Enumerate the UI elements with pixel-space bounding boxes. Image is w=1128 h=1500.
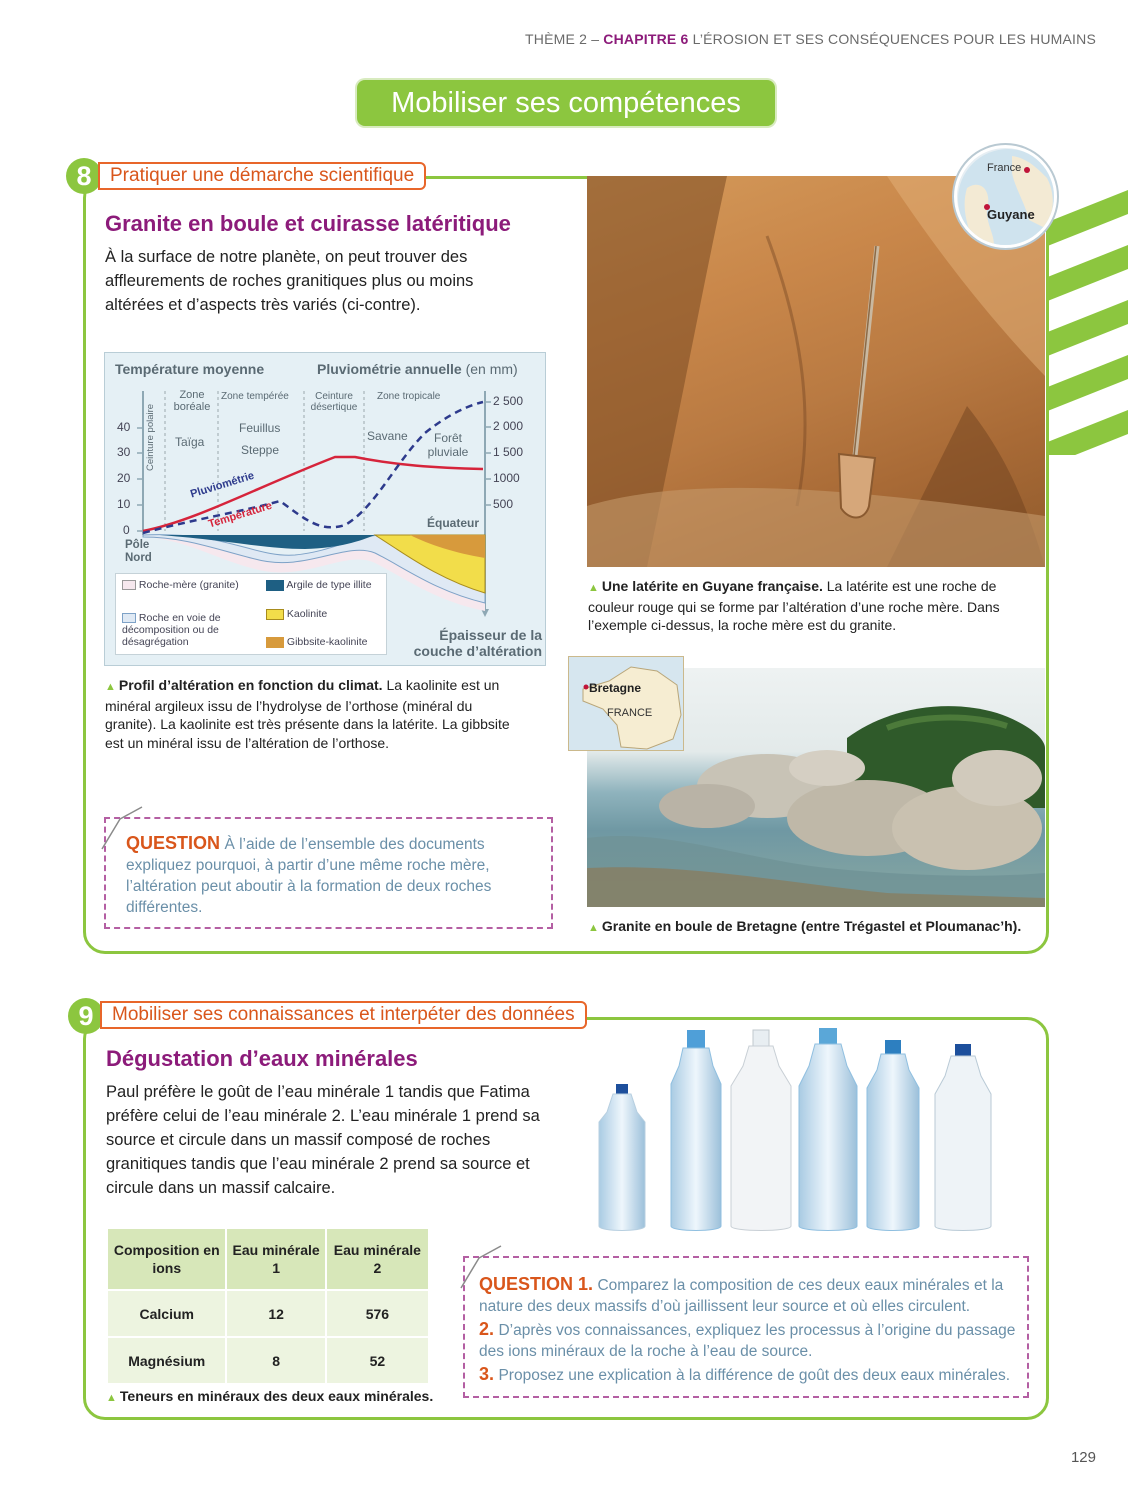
table-cell: 8 <box>226 1337 325 1384</box>
question-9-text-2: D’après vos connaissances, expliquez les processus à l’origine du passage des ions minéraux de la roche à l’eau de source. <box>479 1322 1016 1360</box>
equateur-label: Équateur <box>427 516 480 530</box>
curve-pluvio-label: Pluviométrie <box>189 469 256 501</box>
exercise-8-intro: À la surface de notre planète, on peut trouver des affleurements de roches granitiques plus ou moins altérées et d’aspects très variés (ci-contre). <box>105 248 474 314</box>
table-header: Composition en ions <box>107 1228 226 1290</box>
question-9-label-1: QUESTION 1. <box>479 1274 594 1294</box>
table-cell: Magnésium <box>107 1337 226 1384</box>
laterite-caption <box>588 577 1028 635</box>
diagram-right-axis-title <box>317 361 518 377</box>
diagram-caption-bold: Profil d’altération en fonction du climat. <box>118 677 383 693</box>
caption-triangle-icon: ▲ <box>588 582 599 594</box>
laterite-caption-bold: Une latérite en Guyane française. <box>601 578 823 594</box>
question-9-content <box>479 1274 1024 1386</box>
zone-desert-label: Ceinture désertique <box>310 391 358 413</box>
left-tick-40: 40 <box>117 420 131 434</box>
table-header: Eau minérale 2 <box>326 1228 429 1290</box>
globe-label-france: France <box>987 162 1022 174</box>
laterite-caption-text: La latérite est une roche de couleur rouge qui se forme par l’altération d’une roche mère. Dans l’exemple ci-dessus, la roche mère est du granite. <box>588 578 1000 633</box>
bretagne-map-inset <box>568 656 684 751</box>
globe-inset <box>954 145 1057 248</box>
diagram-caption <box>105 676 523 752</box>
exercise-9-title: Dégustation d’eaux minérales <box>106 1046 418 1071</box>
globe-label-guyane: Guyane <box>987 207 1035 222</box>
table-row <box>107 1290 429 1337</box>
pole-label: Pôle Nord <box>125 539 152 564</box>
question-9-label-3: 3. <box>479 1364 495 1384</box>
exercise-9-question-box <box>463 1256 1029 1398</box>
diagram-right-axis-name: Pluviométrie annuelle <box>317 361 462 377</box>
veg-foret-label: Forêt pluviale <box>427 431 469 459</box>
zone-boreal-label: Zone boréale <box>173 389 211 413</box>
exercise-9-skill: Mobiliser ses connaissances et interpéter des données <box>100 1001 587 1029</box>
legend-gibbsite <box>266 636 367 648</box>
legend-roche-mere <box>122 579 252 591</box>
decorative-stripes <box>1040 180 1128 455</box>
veg-steppe-label: Steppe <box>241 443 280 457</box>
legend-argile <box>266 579 372 591</box>
question-8-text: À l’aide de l’ensemble des documents expliquez pourquoi, à partir d’une même roche mère, l’altération peut aboutir à la formation de deux roches différentes. <box>126 836 492 916</box>
legend-argile-text: Argile de type illite <box>286 579 372 591</box>
table-cell: 52 <box>326 1337 429 1384</box>
table-cell: 576 <box>326 1290 429 1337</box>
question-9-text-3: Proposez une explication à la différence de goût des deux eaux minérales. <box>498 1367 1011 1384</box>
mineral-water-table <box>106 1227 430 1385</box>
stripes-graphic <box>1040 180 1128 455</box>
diagram-caption-text: La kaolinite est un minéral argileux issu de l’hydrolyse de l’orthose (minéral du granite). La kaolinite est très présente dans la latérite. La gibbsite est un minéral issu de l’altération de l’orthose. <box>105 677 510 751</box>
exercise-8-question-box <box>104 817 553 929</box>
legend-roche-mere-text: Roche-mère (granite) <box>138 579 239 591</box>
caption-triangle-icon: ▲ <box>105 681 116 693</box>
legend-roche-voie <box>122 612 252 648</box>
right-tick-1500: 1 500 <box>493 445 524 459</box>
exercise-8-number: 8 <box>66 158 102 194</box>
question-9-item-1 <box>479 1274 1024 1317</box>
table-cell: 12 <box>226 1290 325 1337</box>
header-chapter: CHAPITRE 6 <box>603 31 689 47</box>
table-caption-text: Teneurs en minéraux des deux eaux minérales. <box>119 1388 434 1404</box>
header-chapter-title: L’ÉROSION ET SES CONSÉQUENCES POUR LES HUMAINS <box>692 31 1096 47</box>
caption-triangle-icon: ▲ <box>106 1392 117 1404</box>
exercise-9-intro: Paul préfère le goût de l’eau minérale 1 tandis que Fatima préfère celui de l’eau minérale 2. L’eau minérale 1 prend sa source et circule dans un massif composé de roches granitiques tandis que l’eau minérale 2 prend sa source et circule dans un massif calcaire. <box>106 1083 540 1197</box>
table-row <box>107 1337 429 1384</box>
veg-feuillus-label: Feuillus <box>239 421 281 435</box>
legend-swatch-kaolinite <box>266 609 284 620</box>
legend-swatch-roche-voie <box>122 613 136 623</box>
bottles-graphic <box>595 1026 1031 1233</box>
question-9-label-2: 2. <box>479 1319 495 1339</box>
diagram-right-axis-unit: (en mm) <box>465 361 518 377</box>
table-caption <box>106 1387 446 1408</box>
header-theme: THÈME 2 <box>525 31 588 47</box>
left-tick-10: 10 <box>117 497 131 511</box>
granite-caption-bold: Granite en boule de Bretagne (entre Trégastel et Ploumanac’h). <box>601 918 1022 934</box>
left-tick-20: 20 <box>117 471 131 485</box>
legend-gibbsite-text: Gibbsite-kaolinite <box>286 636 368 648</box>
alteration-profile-diagram <box>104 352 546 666</box>
right-tick-2000: 2 000 <box>493 419 524 433</box>
map-label-france: FRANCE <box>607 707 653 719</box>
exercise-8-skill: Pratiquer une démarche scientifique <box>98 162 426 190</box>
zone-tropical-label: Zone tropicale <box>377 391 441 402</box>
legend-swatch-argile <box>266 580 284 591</box>
bottles-photo <box>595 1026 1031 1233</box>
question-8-content <box>126 833 544 918</box>
right-tick-2500: 2 500 <box>493 394 524 408</box>
curve-temp-label: Température <box>207 499 274 531</box>
running-header: THÈME 2 – CHAPITRE 6 L’ÉROSION ET SES CONSÉQUENCES POUR LES HUMAINS <box>525 31 1096 47</box>
legend-kaolinite-text: Kaolinite <box>286 608 328 620</box>
table-header: Eau minérale 1 <box>226 1228 325 1290</box>
veg-savane-label: Savane <box>367 429 408 443</box>
page-number: 129 <box>1070 1449 1096 1466</box>
legend-kaolinite <box>266 608 327 620</box>
zone-polar-label: Ceinture polaire <box>145 403 156 471</box>
granite-caption <box>588 917 1038 938</box>
thickness-label: Épaisseur de la couche d’altération <box>413 627 542 659</box>
diagram-legend <box>115 573 387 655</box>
right-tick-500: 500 <box>493 497 514 511</box>
map-label-bretagne: Bretagne <box>589 681 642 695</box>
question-8-label: QUESTION <box>126 833 221 853</box>
legend-swatch-roche-mere <box>122 580 136 590</box>
section-banner: Mobiliser ses compétences <box>357 80 775 126</box>
table-header-row <box>107 1228 429 1290</box>
question-9-item-3 <box>479 1364 1024 1386</box>
veg-taiga-label: Taïga <box>175 435 205 449</box>
legend-roche-voie-text: Roche en voie de décomposition ou de désagrégation <box>122 612 221 648</box>
left-tick-0: 0 <box>123 523 130 537</box>
right-tick-1000: 1000 <box>493 471 520 485</box>
question-9-item-2 <box>479 1319 1024 1362</box>
exercise-9-number: 9 <box>68 998 104 1034</box>
left-tick-30: 30 <box>117 445 131 459</box>
bretagne-map-graphic <box>569 657 684 751</box>
exercise-8-title: Granite en boule et cuirasse latéritique <box>105 211 511 236</box>
legend-swatch-gibbsite <box>266 637 284 648</box>
diagram-left-axis-title: Température moyenne <box>115 361 265 377</box>
question-9-text-1: Comparez la composition de ces deux eaux minérales et la nature des deux massifs d’où jaillissent leur source et où elles circulent. <box>479 1277 1004 1315</box>
table-cell: Calcium <box>107 1290 226 1337</box>
zone-temperate-label: Zone tempérée <box>221 391 289 402</box>
caption-triangle-icon: ▲ <box>588 922 599 934</box>
